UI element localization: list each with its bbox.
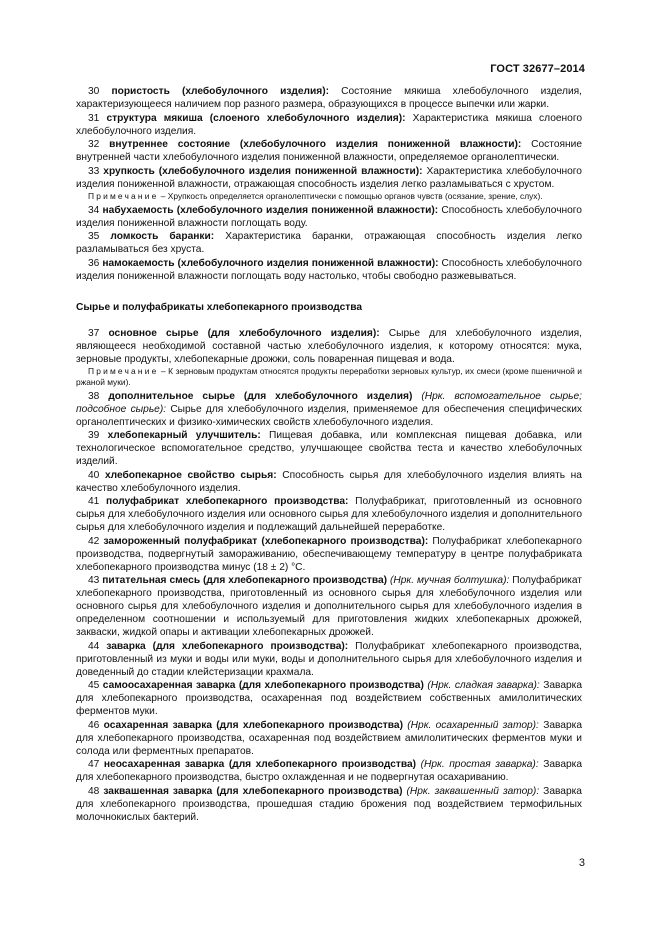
term-entry: 34 набухаемость (хлебобулочного изделия пониженной влажности): Способность хлебобулочного изделия пониженной влажности поглощать воду. [76, 204, 582, 229]
document-body [76, 85, 582, 824]
document-id: ГОСТ 32677–2014 [490, 63, 585, 75]
term-entry: 33 хрупкость (хлебобулочного изделия пониженной влажности): Характеристика хлебобулочного изделия пониженной влажности, отражающая способность изделия легко разламываться с хрустом. [76, 165, 582, 190]
note: Примечание – К зерновым продуктам относятся продукты переработки зерновых культур, их смеси (кроме пшеничной и ржаной муки). [76, 366, 582, 387]
term-entry: 47 неосахаренная заварка (для хлебопекарного производства) (Нрк. простая заварка): Заварка для хлебопекарного производства, быстро охлажденная и не подвергнутая осахариванию. [76, 759, 582, 783]
term-entry: 48 заквашенная заварка (для хлебопекарного производства) (Нрк. заквашенный затор): Заварка для хлебопекарного производства, прошедшая стадию брожения под воздействием термофильных молочнокислых бактерий. [76, 785, 582, 823]
note: Примечание – Хрупкость определяется органолептически с помощью органов чувств (осязание, зрение, слух). [88, 191, 543, 201]
section-title: Сырье и полуфабрикаты хлебопекарного производства [76, 301, 363, 313]
term-entry: 45 самоосахаренная заварка (для хлебопекарного производства) (Нрк. сладкая заварка): Заварка для хлебопекарного производства, осахаренная под воздействием собственных амилолитических ферментов муки. [76, 680, 582, 717]
term-entry: 38 дополнительное сырье (для хлебобулочного изделия) (Нрк. вспомогательное сырье; подсобное сырье): Сырье для хлебобулочного изделия, применяемое для обеспечения специфических органолептических и физико-химических свойств хлебобулочного изделия. [76, 390, 582, 428]
term-entry: 43 питательная смесь (для хлебопекарного производства) (Нрк. мучная болтушка): Полуфабрикат хлебопекарного производства, приготовленный из основного сырья для хлебобулочного изделия или основного сырья для хлебобулочного изделия и дополнительного сырья для хлебобулочного изделия в определенном соотношении и используемый для приготовления жидких хлебопекарных дрожжей, закваски, жидкой опары и активации хлебопекарных дрожжей. [76, 575, 582, 638]
term-entry: 35 ломкость баранки: Характеристика баранки, отражающая способность изделия легко разламываться без хруста. [76, 231, 582, 255]
term-entry: 39 хлебопекарный улучшитель: Пищевая добавка, или комплексная пищевая добавка, или технологическое вспомогательное средство, улучшающее свойства теста и качество хлебобулочных изделий. [76, 430, 582, 467]
term-entry: 37 основное сырье (для хлебобулочного изделия): Сырье для хлебобулочного изделия, являющееся необходимой составной частью хлебобулочного изделия, к которому относятся: мука, зерновые продукты, хлебопекарные дрожжи, соль поваренная пищевая и вода. [76, 327, 582, 365]
term-entry: 31 структура мякиша (слоеного хлебобулочного изделия): Характеристика мякиша слоеного хлебобулочного изделия. [76, 112, 582, 137]
term-entry: 30 пористость (хлебобулочного изделия): Состояние мякиша хлебобулочного изделия, характеризующееся наличием пор разного размера, образующихся в процессе выпечки или жарки. [76, 86, 582, 110]
page-number: 3 [578, 857, 585, 869]
term-entry: 36 намокаемость (хлебобулочного изделия пониженной влажности): Способность хлебобулочного изделия пониженной влажности поглощать воду настолько, чтобы свободно разжевываться. [76, 257, 582, 282]
term-entry: 40 хлебопекарное свойство сырья: Способность сырья для хлебобулочного изделия влиять на качество хлебобулочного изделия. [76, 469, 582, 494]
term-entry: 41 полуфабрикат хлебопекарного производства: Полуфабрикат, приготовленный из основного сырья для хлебобулочного изделия или основного сырья для хлебобулочного изделия и дополнительного сырья для хлебобулочного изделия и подлежащий дальнейшей переработке. [76, 496, 582, 533]
term-entry: 32 внутреннее состояние (хлебобулочного изделия пониженной влажности): Состояние внутренней части хлебобулочного изделия пониженной влажности, определяемое органолептически. [76, 139, 582, 163]
term-entry: 44 заварка (для хлебопекарного производства): Полуфабрикат хлебопекарного производства, приготовленный из муки и воды или муки, воды и дополнительного сырья для хлебобулочного изделия и доведенный до стадии клейстеризации крахмала. [76, 640, 582, 678]
term-entry: 42 замороженный полуфабрикат (хлебопекарного производства): Полуфабрикат хлебопекарного производства, подвергнутый замораживанию, обеспечивающему температуру в центре полуфабриката хлебопекарного производства минус (18 ± 2) °С. [76, 535, 582, 573]
term-entry: 46 осахаренная заварка (для хлебопекарного производства) (Нрк. осахаренный затор): Заварка для хлебопекарного производства, осахаренная под воздействием амилолитических ферментов муки и солода или ферментных препаратов. [76, 719, 582, 757]
